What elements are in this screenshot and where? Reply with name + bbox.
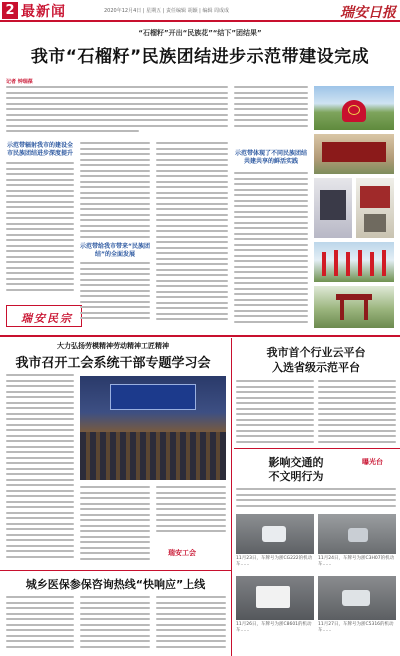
section-divider-2 <box>234 448 400 449</box>
traffic-caption-4: 11月27日，车牌号为浙C5316的机动车…… <box>318 622 394 633</box>
traffic-photo-3 <box>236 576 314 620</box>
lead-subhead-3: 示范带体现了不同民族团结共建共享的鲜活实践 <box>234 150 307 165</box>
lead-byline: 记者 钟瑞葆 <box>6 79 33 85</box>
issue-meta: 2020年12月4日 | 星期五 | 责任编辑 胡颖 | 编辑 周成成 <box>104 8 230 14</box>
traffic-title-line2: 不文明行为 <box>268 470 324 483</box>
cloud-col1-text <box>236 380 314 444</box>
lead-col3-text <box>156 142 228 328</box>
photo-pavilion <box>314 286 394 328</box>
lead-col4b-text <box>234 172 308 328</box>
photo-exhibit-right <box>356 178 394 238</box>
traffic-caption-2: 11月24日，车牌号为浙C3H07的机动车…… <box>318 556 395 567</box>
photo-party-monument <box>314 86 394 130</box>
lead-headline <box>0 28 400 67</box>
column-divider <box>231 338 232 656</box>
cloud-title-line1: 我市首个行业云平台 <box>266 346 366 359</box>
union-col1-text <box>6 374 74 566</box>
medical-title: 城乡医保参保咨询热线“快响应”上线 <box>25 578 206 591</box>
photo-meeting-hall <box>80 376 226 480</box>
paper-brand: 瑞安日报 <box>340 5 396 21</box>
union-source-tag: 瑞安工会 <box>168 549 196 557</box>
medical-col2-text <box>80 596 150 654</box>
lead-col2b-text <box>80 262 150 328</box>
lead-subhead-1: 示范带辐射我市的建设全市民族团结进步深度提升 <box>6 142 73 157</box>
union-col3-text <box>156 486 226 536</box>
traffic-caption-3: 11月26日，车牌号为浙C8601的机动车…… <box>236 622 312 633</box>
exposure-logo: 曝光台 <box>362 458 383 466</box>
lead-kicker: “石榴籽”开出“民族花”“结下”团结果” <box>138 29 262 37</box>
union-title: 我市召开工会系统干部专题学习会 <box>15 356 211 371</box>
cloud-col2-text <box>318 380 396 444</box>
ethnic-affairs-logo <box>6 305 82 327</box>
page-number: 2 <box>2 2 18 19</box>
lead-title: 我市“石榴籽”民族团结进步示范带建设完成 <box>30 47 370 67</box>
lead-intro-text <box>6 86 228 136</box>
lead-subhead-2: 示范带给我市带来“民族团结”的全面发展 <box>80 243 150 258</box>
medical-col1-text <box>6 596 74 654</box>
logo-text: 瑞安民宗 <box>21 312 73 325</box>
traffic-caption-1: 11月23日，车牌号为浙CG222的机动车…… <box>236 556 313 567</box>
traffic-photo-1 <box>236 514 314 554</box>
photo-exhibit-left <box>314 178 352 238</box>
lead-col4a-text <box>234 86 308 128</box>
medical-col3-text <box>156 596 226 654</box>
lead-col1-text <box>6 162 74 300</box>
section-name: 最新闻 <box>21 4 66 20</box>
section-divider-1 <box>0 335 400 337</box>
traffic-text <box>236 488 396 510</box>
union-col2-text <box>80 486 150 566</box>
section-divider-3 <box>0 570 231 571</box>
traffic-title-line1: 影响交通的 <box>268 456 324 469</box>
traffic-photo-2 <box>318 514 396 554</box>
lead-col2-text <box>80 142 150 242</box>
traffic-photo-4 <box>318 576 396 620</box>
photo-memorial-wall <box>314 134 394 174</box>
union-kicker: 大力弘扬劳模精神劳动精神工匠精神 <box>57 342 169 350</box>
masthead <box>0 0 400 22</box>
photo-red-flags <box>314 242 394 282</box>
cloud-title-line2: 入选省级示范平台 <box>272 361 360 374</box>
